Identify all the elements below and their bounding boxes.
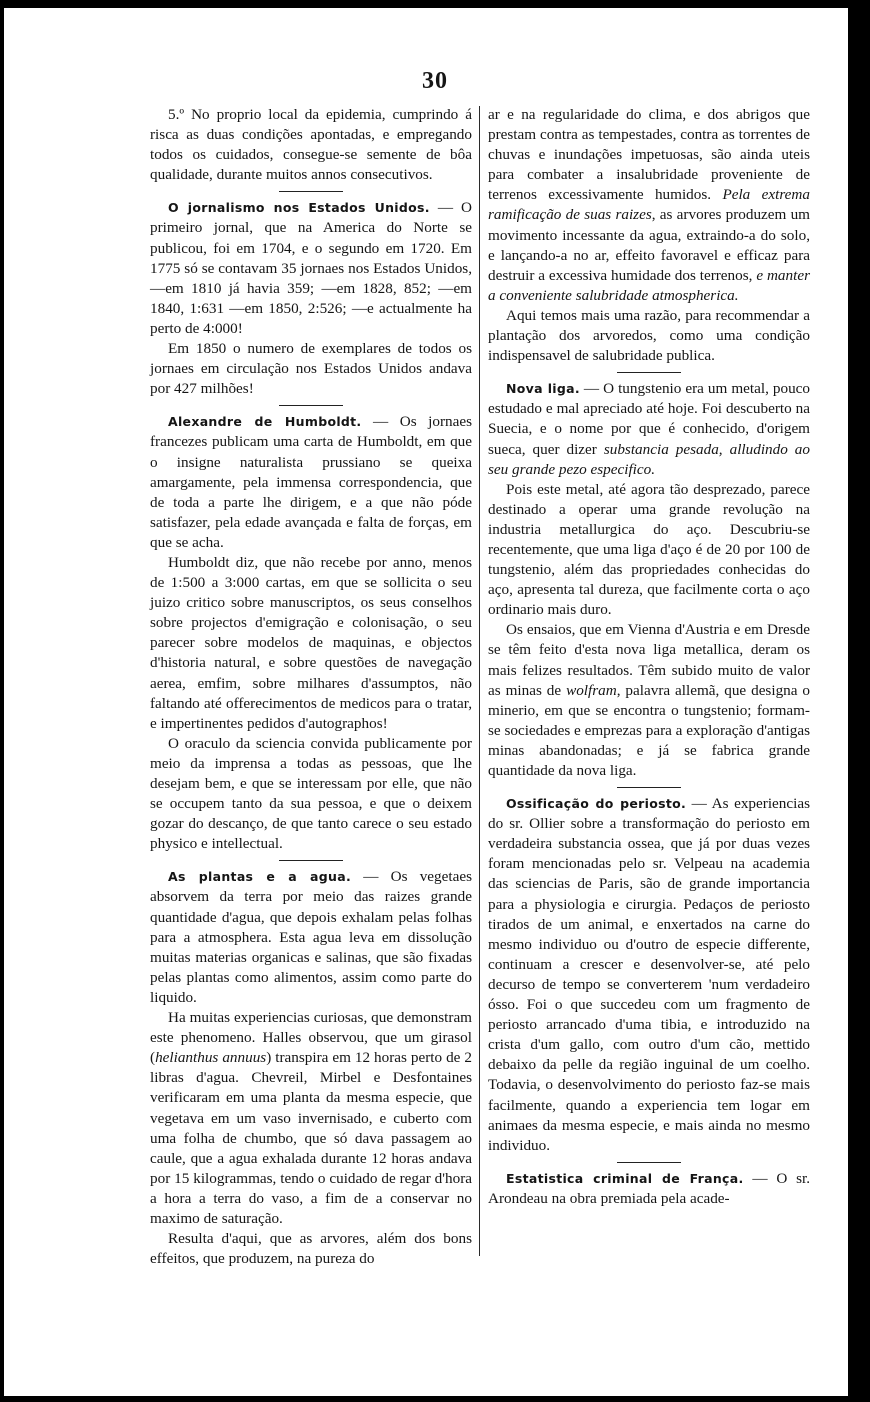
jornalismo-title: O jornalismo nos Estados Unidos.	[168, 200, 430, 216]
section-rule	[279, 191, 343, 192]
continuation-italic-1: Pela extrema ramificação de suas raizes	[488, 186, 810, 224]
plantas-p2-a: Ha muitas experiencias curiosas, que demonstram este phenomeno. Halles observou, que um girasol (	[150, 1009, 472, 1067]
liga-paragraph-2: Pois este metal, até agora tão desprezado, parece destinado a operar uma grande revolução na industria metallurgica do aço. Descubriu-se recentemente, que uma liga d'aço é de 20 por 100 de tungstenio, além das propriedades conhecidas do aço, apresenta tal dureza, que facilmente corta o aço ordinario mais duro.	[488, 480, 810, 619]
humboldt-paragraph	[150, 412, 472, 553]
humboldt-paragraph-3: O oraculo da sciencia convida publicamente por meio da imprensa a todas as pessoas, que lhe desejam bem, e que se interessam por elle, que não se occupem tanto da sua pessoa, e que o deixem gozar do descanço, de que tanto carece o seu estado physico e intellectual.	[150, 734, 472, 853]
continuation-b: , as arvores produzem um movimento incessante da agua, extraindo-a do solo, e lançando-a no ar, effeito favoravel e efficaz para destruir a excessiva humidade dos terrenos,	[488, 206, 810, 284]
liga-text-a: — O tungstenio era um metal, pouco estudado e mal apreciado até hoje. Foi descuberto na Suecia, e o nome por que é conhecido, d'origem sueca, quer dizer	[488, 380, 811, 458]
liga-paragraph-3	[488, 620, 810, 781]
liga-p3-a: Os ensaios, que em Vienna d'Austria e em Dresde se têm feito d'esta nova liga metallica, deram os mais felizes resultados. Têm subido muito de valor as minas de	[488, 621, 810, 699]
continuation-a: ar e na regularidade do clima, e dos abrigos que prestam contra as tempestades, contra as torrentes de chuvas e inundações impetuosas, são ainda uteis para combater a insalubridade proveniente de terrenos excessivamente humidos.	[488, 106, 810, 204]
plantas-text: — Os vegetaes absorvem da terra por meio das raizes grande quantidade d'agua, que depois exhalam pelas folhas para a atmosphera. Esta agua leva em dissolução muitas materias organicas e salinas, que são fixadas pelas plantas como alimentos, assim como parte do liquido.	[150, 868, 472, 1006]
column-divider	[479, 106, 480, 1256]
jornalismo-paragraph-2: Em 1850 o numero de exemplares de todos os jornaes em circulação nos Estados Unidos andava por 427 milhões!	[150, 340, 472, 398]
plantas-paragraph	[150, 867, 472, 1008]
item-5-paragraph: 5.º No proprio local da epidemia, cumprindo á risca as duas condições apontadas, e empregando todos os cuidados, consegue-se semente de bôa qualidade, durante muitos annos consecutivos.	[150, 106, 472, 184]
section-rule	[617, 372, 681, 373]
right-column	[488, 105, 810, 1209]
section-rule	[279, 860, 343, 861]
continuation-italic-2: e manter a conveniente salubridade atmospherica.	[488, 266, 810, 304]
periosto-paragraph	[488, 794, 810, 1156]
humboldt-text: — Os jornaes francezes publicam uma carta de Humboldt, em que o insigne naturalista prussiano se queixa amargamente, pela immensa correspondencia, que de toda a parte lhe dirigem, e a que não póde satisfazer, pela edade avançada e falta de forças, em que se acha.	[150, 413, 472, 551]
plantas-p2-b: ) transpira em 12 horas perto de 2 libras d'agua. Chevreil, Mirbel e Desfontaines verificaram em uma planta da mesma especie, que vegetava em um vaso invernisado, e cuberto com uma folha de chumbo, que só dava passagem ao caule, que a agua exhalada durante 12 horas andava por 15 kilogrammas, tendo o cuidado de regar d'hora a hora a terra do vaso, a fim de a conservar no maximo de saturação.	[150, 1049, 472, 1227]
periosto-text: — As experiencias do sr. Ollier sobre a transformação do periosto em verdadeira substancia ossea, que já por duas vezes foram mencionadas pelo sr. Velpeau na academia das sciencias de Paris, são de grande importancia para a physiologia e cirurgia. Pedaços de periosto tirados de um animal, e enxertados na carne do mesmo individuo ou d'outro de especie differente, continuam a crescer e desenvolver-se, até pelo decurso de tempo se converterem 'num verdadeiro ósso. Foi o que succedeu com um fragmento de periosto arrancado d'uma tibia, e introduzido na crista d'um gallo, com outro d'um cão, mettido debaixo da pelle da região inguinal de um coelho. Todavia, o desenvolvimento do periosto faz-se mais facilmente, quando a experiencia tem logar em animaes da mesma especie, e mais ainda no mesmo individuo.	[488, 795, 810, 1154]
periosto-title: Ossificação do periosto.	[506, 796, 687, 812]
plantas-paragraph-3: Resulta d'aqui, que as arvores, além dos bons effeitos, que produzem, na pureza do	[150, 1230, 472, 1268]
scan-border-right	[848, 0, 870, 1402]
section-rule	[617, 1162, 681, 1163]
page-number: 30	[422, 68, 448, 94]
left-column	[150, 105, 472, 1269]
estatistica-paragraph	[488, 1169, 810, 1209]
scan-border-bottom	[0, 1396, 870, 1402]
plantas-paragraph-2	[150, 1008, 472, 1229]
liga-paragraph	[488, 379, 810, 479]
humboldt-title: Alexandre de Humboldt.	[168, 414, 362, 430]
estatistica-text: — O sr. Arondeau na obra premiada pela acade-	[488, 1169, 810, 1207]
plantas-title: As plantas e a agua.	[168, 869, 351, 885]
humboldt-paragraph-2: Humboldt diz, que não recebe por anno, menos de 1:500 a 3:000 cartas, em que se sollicita o seu juizo critico sobre manuscriptos, os seus conselhos sobre projectos d'emigração e colonisação, o seu parecer sobre modelos de maquinas, e objectos d'historia natural, e sobre questões de navegação aerea, emfim, sobre milhares d'assumptos, não faltando até offerecimentos de medicos para o tratar, e impertinentes pedidos d'autographos!	[150, 553, 472, 732]
section-rule	[617, 787, 681, 788]
scan-border-left	[0, 0, 4, 1402]
jornalismo-text: — O primeiro jornal, que na America do Norte se publicou, foi em 1704, e o segundo em 1720. Em 1775 só se contavam 35 jornaes nos Estados Unidos,—em 1810 já havia 359; —em 1828, 852; —em 1840, 1:631 —em 1850, 2:526; —e actualmente ha perto de 4:000!	[150, 199, 472, 337]
section-rule	[279, 405, 343, 406]
jornalismo-paragraph	[150, 198, 472, 339]
liga-title: Nova liga.	[506, 381, 580, 397]
continuation-paragraph-2: Aqui temos mais uma razão, para recommendar a plantação dos arvoredos, como uma condição indispensavel de salubridade publica.	[488, 306, 810, 365]
liga-p3-b: , palavra allemã, que designa o minerio, em que se encontra o tungstenio; formam-se sociedades e emprezas para a exploração d'antigas minas abandonadas; e já se fabrica grande quantidade da nova liga.	[488, 681, 811, 779]
liga-text-italic: substancia pesada, alludindo ao seu grande pezo especifico.	[488, 440, 810, 478]
plantas-p2-italic: helianthus annuus	[155, 1049, 267, 1067]
scan-border-top	[0, 0, 870, 8]
liga-p3-italic: wolfram	[566, 681, 617, 699]
continuation-paragraph	[488, 105, 810, 306]
estatistica-title: Estatistica criminal de França.	[506, 1170, 744, 1186]
